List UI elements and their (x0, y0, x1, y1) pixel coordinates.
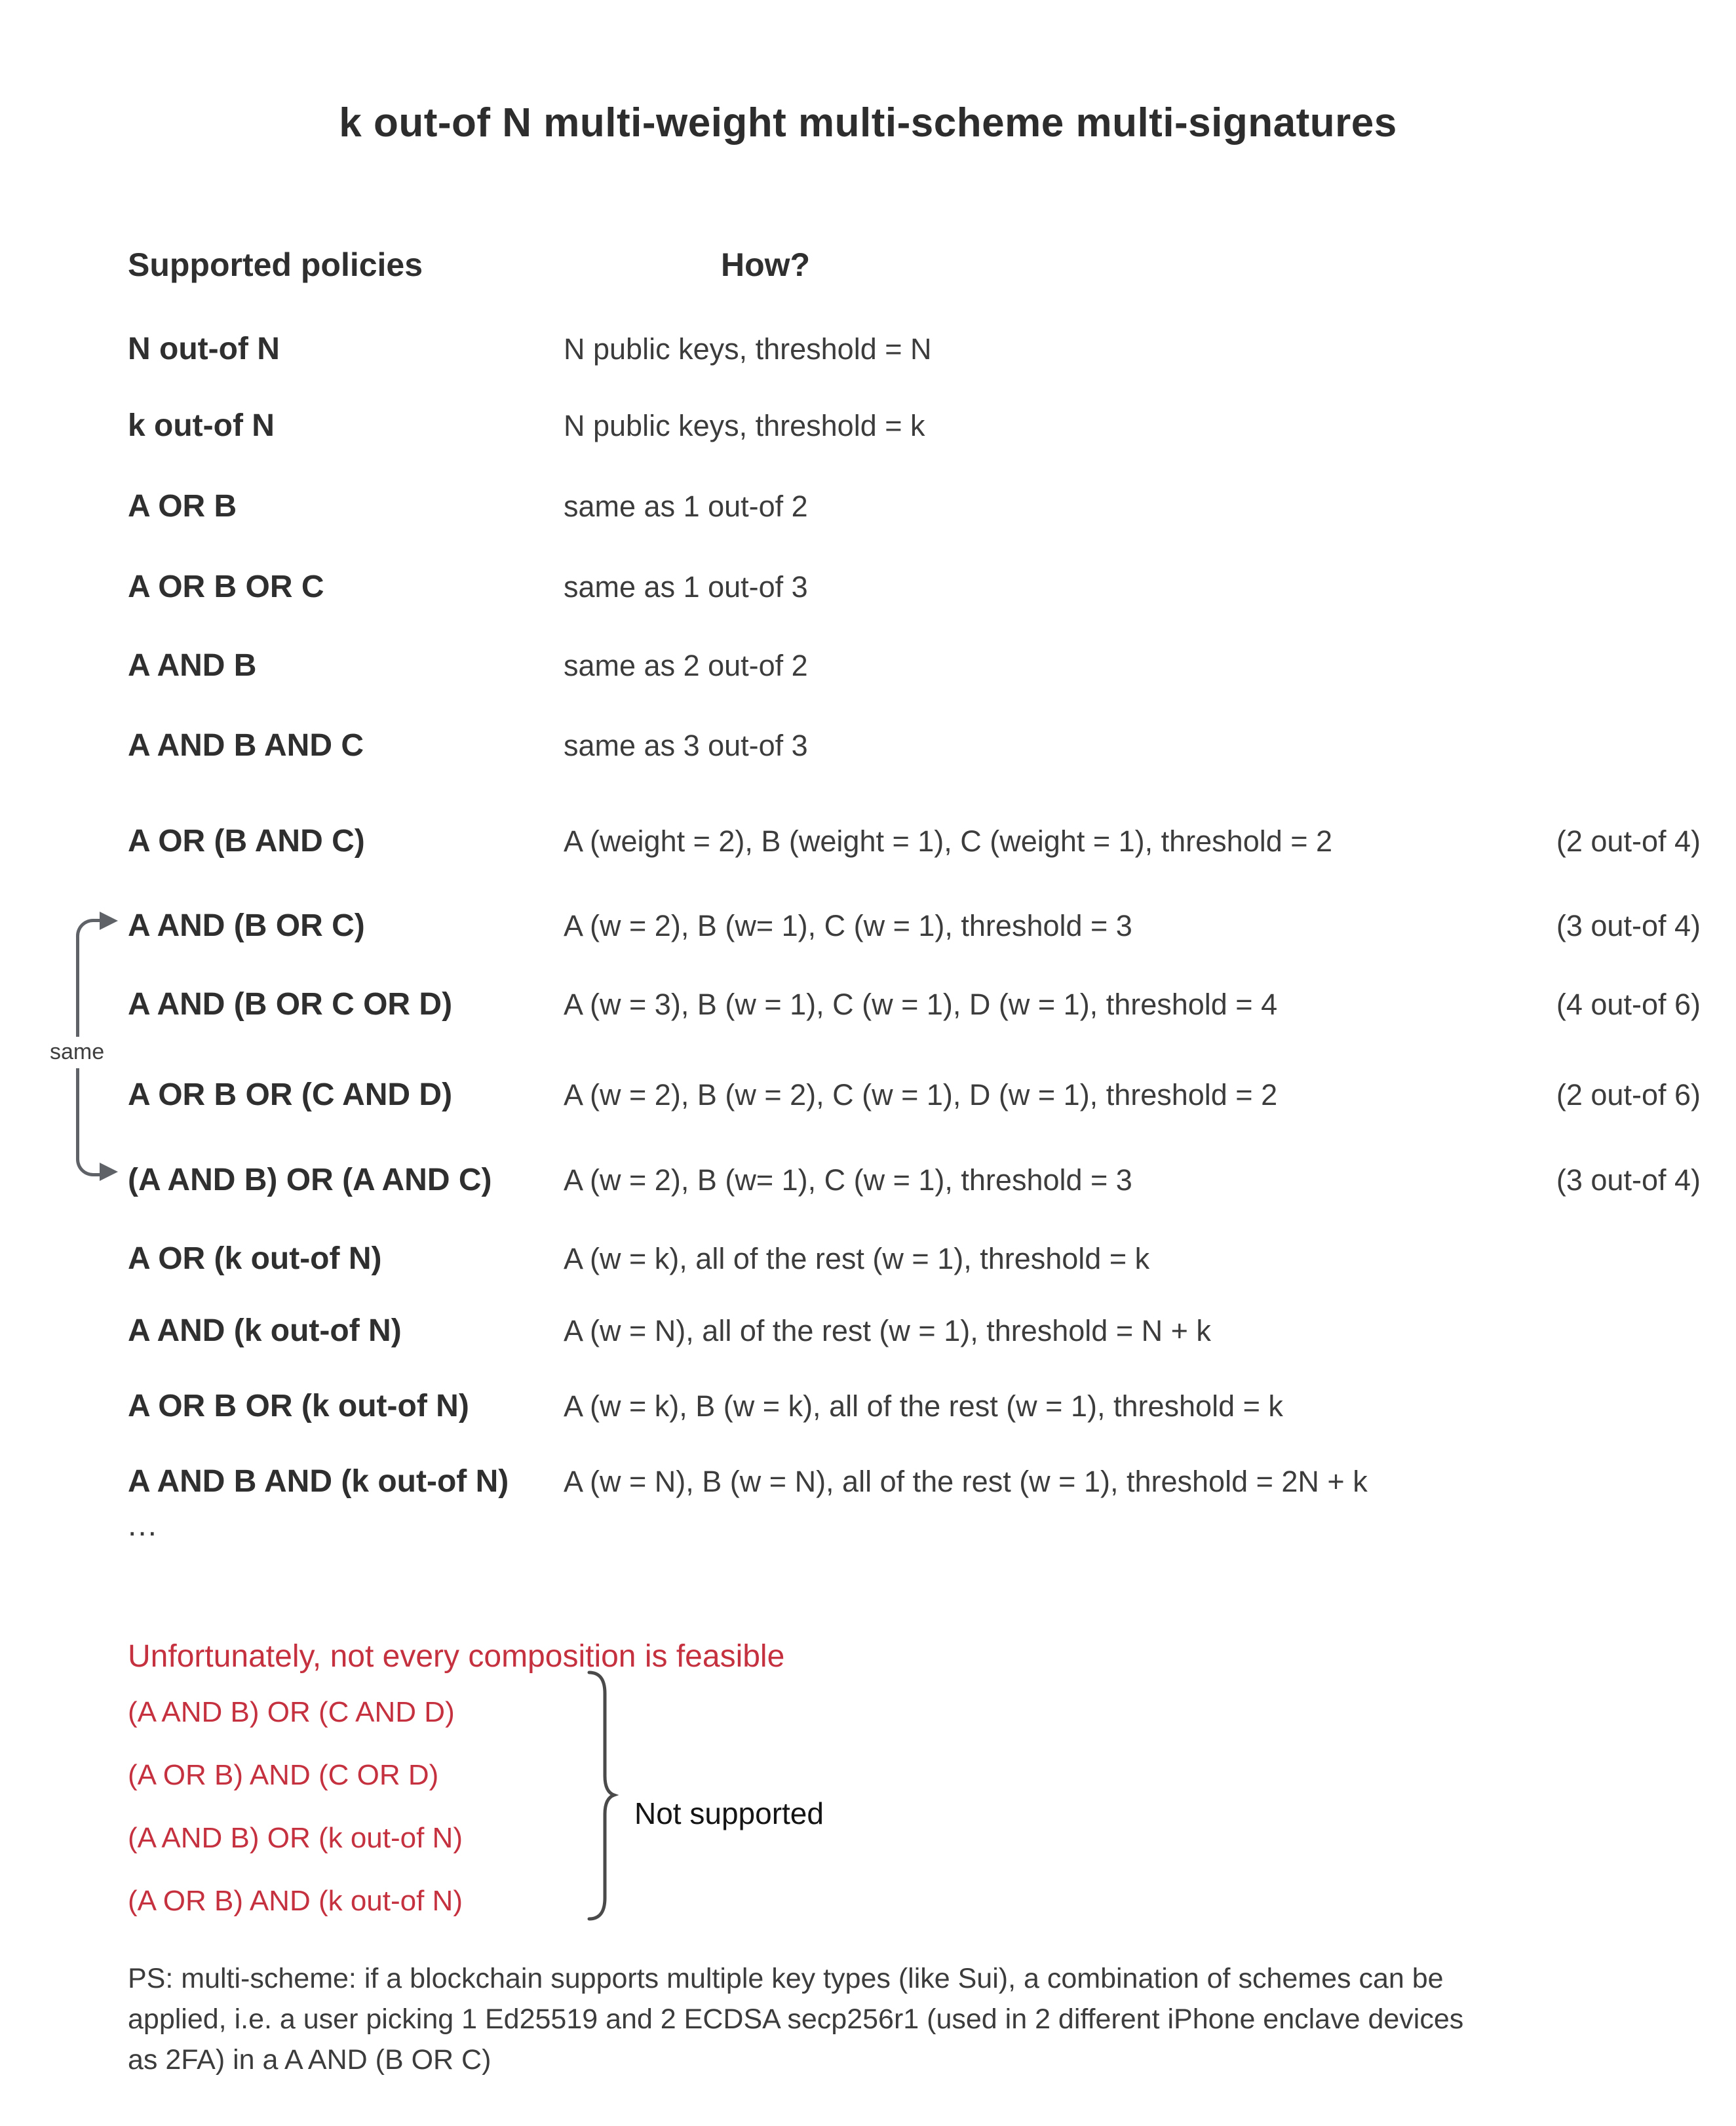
table-row (0, 331, 1736, 370)
out-of-note: (2 out-of 6) (1556, 1078, 1701, 1111)
how-cell: same as 1 out-of 3 (564, 570, 808, 604)
out-of-note: (2 out-of 4) (1556, 824, 1701, 858)
table-row (0, 823, 1736, 862)
not-supported-label: Not supported (634, 1796, 824, 1830)
table-row (0, 569, 1736, 608)
policy-cell: A OR B OR (k out-of N) (128, 1389, 469, 1423)
ps-footnote-line: as 2FA) in a A AND (B OR C) (128, 2044, 492, 2076)
table-ellipsis: ... (128, 1508, 159, 1543)
how-cell: same as 2 out-of 2 (564, 649, 808, 682)
column-header-how: How? (721, 246, 811, 283)
infeasible-item: (A AND B) OR (C AND D) (128, 1696, 455, 1728)
table-row (0, 727, 1736, 767)
ps-footnote-line: applied, i.e. a user picking 1 Ed25519 and 2 ECDSA secp256r1 (used in 2 different iPhone enclave devices (128, 2003, 1464, 2035)
out-of-note: (3 out-of 4) (1556, 909, 1701, 942)
table-row (0, 986, 1736, 1026)
policy-cell: A AND (k out-of N) (128, 1313, 402, 1348)
ps-footnote (128, 1958, 1655, 2080)
table-row (0, 1388, 1736, 1427)
how-cell: A (w = k), all of the rest (w = 1), threshold = k (564, 1242, 1150, 1275)
how-cell: A (w = 2), B (w = 2), C (w = 1), D (w = 1), threshold = 2 (564, 1078, 1278, 1111)
infeasible-heading: Unfortunately, not every composition is feasible (128, 1639, 785, 1674)
column-header-supported-policies: Supported policies (128, 246, 423, 283)
how-cell: A (w = k), B (w = k), all of the rest (w = 1), threshold = k (564, 1389, 1283, 1423)
curly-brace-icon (585, 1670, 619, 1925)
page-title: k out-of N multi-weight multi-scheme multi-signatures (339, 100, 1397, 145)
policy-cell: A AND (B OR C) (128, 908, 365, 943)
infeasible-item: (A OR B) AND (k out-of N) (128, 1885, 463, 1917)
how-cell: same as 3 out-of 3 (564, 729, 808, 762)
how-cell: N public keys, threshold = N (564, 332, 932, 366)
out-of-note: (4 out-of 6) (1556, 988, 1701, 1021)
table-row (0, 408, 1736, 447)
table-row (0, 1077, 1736, 1116)
policy-cell: A OR (k out-of N) (128, 1241, 382, 1276)
table-row (0, 647, 1736, 687)
policy-cell: A OR B OR (C AND D) (128, 1077, 453, 1112)
policy-cell: A AND B AND (k out-of N) (128, 1464, 509, 1499)
how-cell: A (w = N), all of the rest (w = 1), threshold = N + k (564, 1314, 1211, 1347)
how-cell: A (w = N), B (w = N), all of the rest (w = 1), threshold = 2N + k (564, 1465, 1368, 1498)
table-row (0, 1162, 1736, 1201)
how-cell: A (w = 3), B (w = 1), C (w = 1), D (w = 1), threshold = 4 (564, 988, 1278, 1021)
ps-footnote-line: PS: multi-scheme: if a blockchain supports multiple key types (like Sui), a combination of schemes can be (128, 1963, 1444, 1994)
how-cell: same as 1 out-of 2 (564, 490, 808, 523)
table-row (0, 1463, 1736, 1503)
how-cell: N public keys, threshold = k (564, 409, 925, 442)
infeasible-item: (A OR B) AND (C OR D) (128, 1759, 439, 1791)
policy-cell: A OR B (128, 489, 237, 524)
policy-cell: A AND B AND C (128, 728, 364, 763)
policy-cell: A OR B OR C (128, 570, 324, 604)
policy-cell: N out-of N (128, 332, 280, 366)
table-row (0, 908, 1736, 947)
same-connector-bottom-line (76, 1068, 107, 1176)
policy-cell: A AND B (128, 648, 257, 683)
infeasible-item: (A AND B) OR (k out-of N) (128, 1822, 463, 1854)
table-row (0, 1313, 1736, 1352)
out-of-note: (3 out-of 4) (1556, 1163, 1701, 1197)
same-connector-top-line (76, 919, 107, 1037)
table-row (0, 488, 1736, 528)
same-connector-label: same (50, 1037, 104, 1068)
table-row (0, 1241, 1736, 1280)
how-cell: A (weight = 2), B (weight = 1), C (weight = 1), threshold = 2 (564, 824, 1333, 858)
how-cell: A (w = 2), B (w= 1), C (w = 1), threshold = 3 (564, 1163, 1132, 1197)
policy-cell: k out-of N (128, 408, 275, 443)
policy-cell: A OR (B AND C) (128, 824, 365, 859)
same-connector-arrow-bottom-icon (100, 1163, 118, 1181)
policy-cell: A AND (B OR C OR D) (128, 987, 453, 1022)
policy-cell: (A AND B) OR (A AND C) (128, 1163, 492, 1197)
same-connector-arrow-top-icon (100, 912, 118, 930)
how-cell: A (w = 2), B (w= 1), C (w = 1), threshold = 3 (564, 909, 1132, 942)
